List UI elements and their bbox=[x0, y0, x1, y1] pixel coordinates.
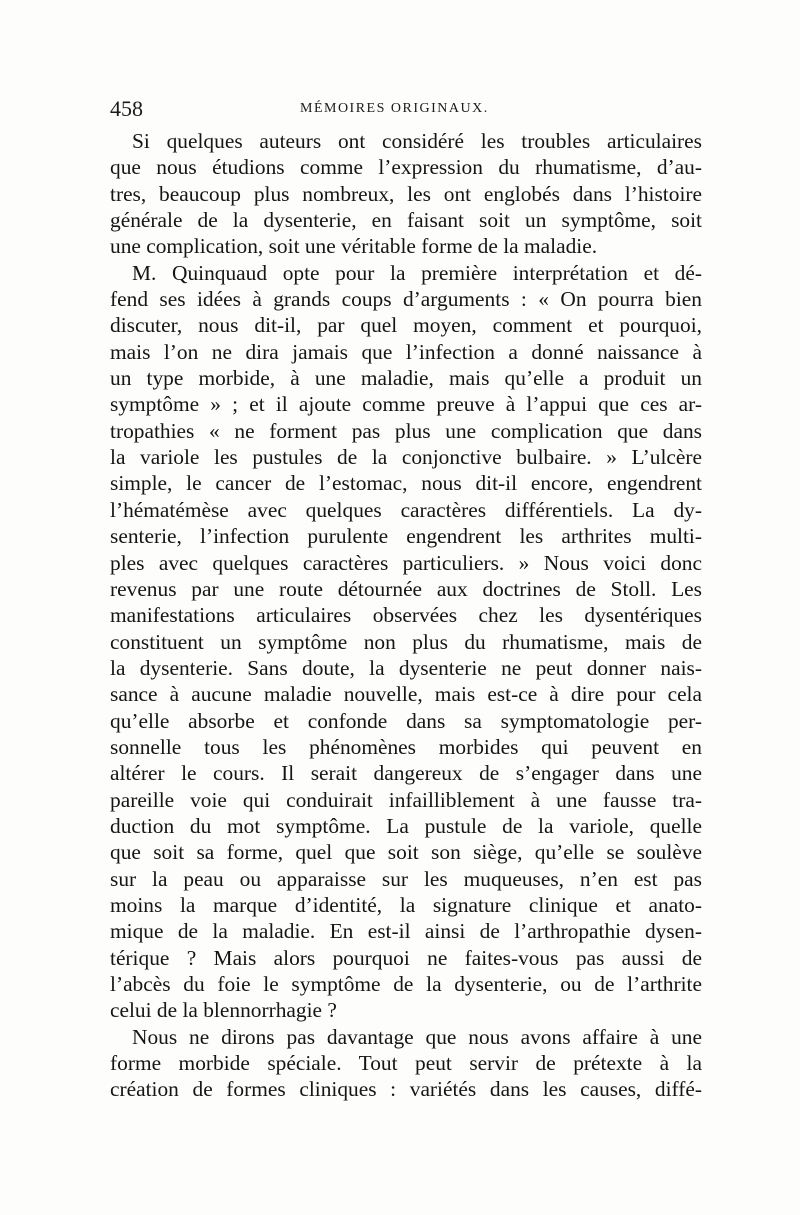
page-number: 458 bbox=[110, 96, 143, 121]
running-head bbox=[110, 96, 690, 120]
text-line: pareille voie qui conduirait infailliblement à une fausse tra- bbox=[110, 787, 702, 812]
text-line: revenus par une route détournée aux doctrines de Stoll. Les bbox=[110, 576, 702, 601]
text-line: Si quelques auteurs ont considéré les troubles articulaires bbox=[132, 129, 702, 153]
text-line: que nous étudions comme l’expression du rhumatisme, d’au- bbox=[110, 155, 702, 180]
text-line: tres, beaucoup plus nombreux, les ont englobés dans l’histoire bbox=[110, 181, 702, 206]
text-line: symptôme » ; et il ajoute comme preuve à l’appui que ces ar- bbox=[110, 392, 702, 417]
text-line: M. Quinquaud opte pour la première interprétation et dé- bbox=[132, 260, 702, 285]
text-line: la dysenterie. Sans doute, la dysenterie ne peut donner nais- bbox=[110, 655, 702, 680]
text-line: tropathies « ne forment pas plus une complication que dans bbox=[110, 418, 702, 443]
text-line: qu’elle absorbe et confonde dans sa symptomatologie per- bbox=[110, 708, 702, 733]
text-line: celui de la blennorrhagie ? bbox=[110, 998, 337, 1023]
text-line: la variole les pustules de la conjonctive bulbaire. » L’ulcère bbox=[110, 445, 702, 470]
text-line: sonnelle tous les phénomènes morbides qui peuvent en bbox=[110, 734, 702, 759]
text-line: création de formes cliniques : variétés dans les causes, diffé- bbox=[110, 1077, 702, 1102]
text-line: manifestations articulaires observées chez les dysentériques bbox=[110, 603, 702, 628]
body-text bbox=[110, 128, 702, 1103]
text-line: altérer le cours. Il serait dangereux de s’engager dans une bbox=[110, 761, 702, 786]
running-title: MÉMOIRES ORIGINAUX. bbox=[300, 101, 489, 116]
text-line: fend ses idées à grands coups d’arguments : « On pourra bien bbox=[110, 287, 702, 312]
text-line: forme morbide spéciale. Tout peut servir de prétexte à la bbox=[110, 1051, 702, 1076]
text-line: sur la peau ou apparaisse sur les muqueuses, n’en est pas bbox=[110, 866, 702, 891]
text-line: mais l’on ne dira jamais que l’infection a donné naissance à bbox=[110, 339, 702, 364]
text-line: constituent un symptôme non plus du rhumatisme, mais de bbox=[110, 629, 702, 654]
text-line: Nous ne dirons pas davantage que nous avons affaire à une bbox=[132, 1024, 702, 1049]
text-line: l’hématémèse avec quelques caractères différentiels. La dy- bbox=[110, 497, 702, 522]
text-line: un type morbide, à une maladie, mais qu’elle a produit un bbox=[110, 366, 702, 391]
text-line: l’abcès du foie le symptôme de la dysenterie, ou de l’arthrite bbox=[110, 972, 702, 996]
text-line: duction du mot symptôme. La pustule de la variole, quelle bbox=[110, 813, 702, 838]
text-line: discuter, nous dit-il, par quel moyen, comment et pourquoi, bbox=[110, 313, 702, 338]
text-line: moins la marque d’identité, la signature clinique et anato- bbox=[110, 892, 702, 917]
text-line: ples avec quelques caractères particuliers. » Nous voici donc bbox=[110, 550, 702, 575]
text-line: simple, le cancer de l’estomac, nous dit-il encore, engendrent bbox=[110, 471, 702, 496]
text-line: térique ? Mais alors pourquoi ne faites-vous pas aussi de bbox=[110, 945, 702, 970]
text-line: sance à aucune maladie nouvelle, mais est-ce à dire pour cela bbox=[110, 682, 702, 707]
text-line: générale de la dysenterie, en faisant soit un symptôme, soit bbox=[110, 208, 702, 233]
text-line: mique de la maladie. En est-il ainsi de l’arthropathie dysen- bbox=[110, 919, 702, 944]
text-line: une complication, soit une véritable forme de la maladie. bbox=[110, 234, 598, 259]
text-line: que soit sa forme, quel que soit son siège, qu’elle se soulève bbox=[110, 840, 702, 865]
text-line: senterie, l’infection purulente engendrent les arthrites multi- bbox=[110, 524, 702, 549]
